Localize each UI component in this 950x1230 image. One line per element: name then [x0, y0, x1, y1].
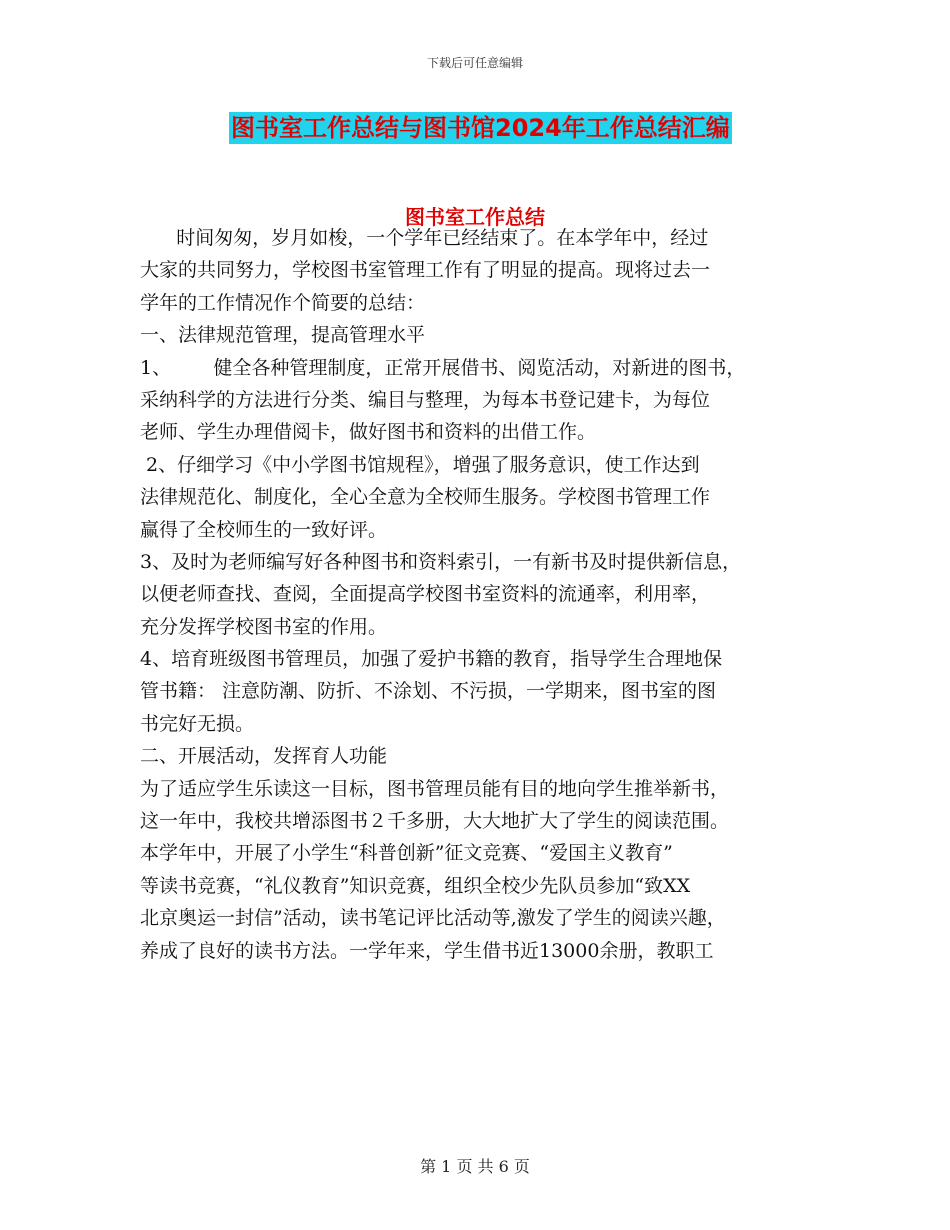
text-line: 养成了良好的读书方法。一学年来，学生借书近13000余册，教职工 — [140, 939, 714, 962]
text-line: 北京奥运一封信”活动，读书笔记评比活动等,激发了学生的阅读兴趣， — [140, 907, 726, 930]
text-line: 时间匆匆，岁月如梭，一个学年已经结束了。在本学年中，经过 — [140, 227, 709, 249]
text-line: 本学年中，开展了小学生“科普创新”征文竞赛、“爱国主义教育” — [140, 842, 673, 865]
text-line: 二、开展活动，发挥育人功能 — [140, 745, 388, 768]
text-line: 老师、学生办理借阅卡，做好图书和资料的出借工作。 — [140, 421, 597, 444]
text-line: 2、仔细学习《中小学图书馆规程》，增强了服务意识，使工作达到 — [140, 453, 700, 476]
text-line: 以便老师查找、查阅，全面提高学校图书室资料的流通率，利用率， — [140, 583, 711, 606]
header-note: 下载后可任意编辑 — [426, 56, 523, 70]
text-line: 等读书竞赛，“礼仪教育”知识竞赛，组织全校少先队员参加“致XX — [140, 874, 691, 897]
text-line: 为了适应学生乐读这一目标，图书管理员能有目的地向学生推举新书， — [140, 777, 730, 800]
text-line: 一、法律规范管理，提高管理水平 — [140, 324, 426, 347]
text-line: 书完好无损。 — [140, 712, 255, 735]
text-line: 3、及时为老师编写好各种图书和资料索引，一有新书及时提供新信息， — [140, 550, 742, 573]
text-line: 学年的工作情况作个简要的总结： — [140, 291, 426, 314]
text-line: 采纳科学的方法进行分类、编目与整理，为每本书登记建卡，为每位 — [140, 388, 711, 411]
text-line: 4、培育班级图书管理员，加强了爱护书籍的教育，指导学生合理地保 — [140, 648, 723, 671]
text-line: 法律规范化、制度化，全心全意为全校师生服务。学校图书管理工作 — [140, 486, 711, 509]
text-line: 充分发挥学校图书室的作用。 — [140, 615, 388, 638]
text-line: 这一年中，我校共增添图书２千多册，大大地扩大了学生的阅读范围。 — [140, 810, 730, 833]
text-line: 1、 健全各种管理制度，正常开展借书、阅览活动，对新进的图书， — [140, 356, 746, 379]
text-line: 管书籍： 注意防潮、防折、不涂划、不污损，一学期来，图书室的图 — [140, 680, 717, 703]
page-footer: 第 1 页 共 6 页 — [420, 1157, 530, 1176]
section-title: 图书室工作总结 — [405, 205, 545, 229]
document-title: 图书室工作总结与图书馆2024年工作总结汇编 — [231, 114, 730, 142]
text-line: 大家的共同努力，学校图书室管理工作有了明显的提高。现将过去一 — [140, 259, 711, 282]
body-text — [140, 222, 830, 967]
text-line: 赢得了全校师生的一致好评。 — [140, 518, 388, 541]
